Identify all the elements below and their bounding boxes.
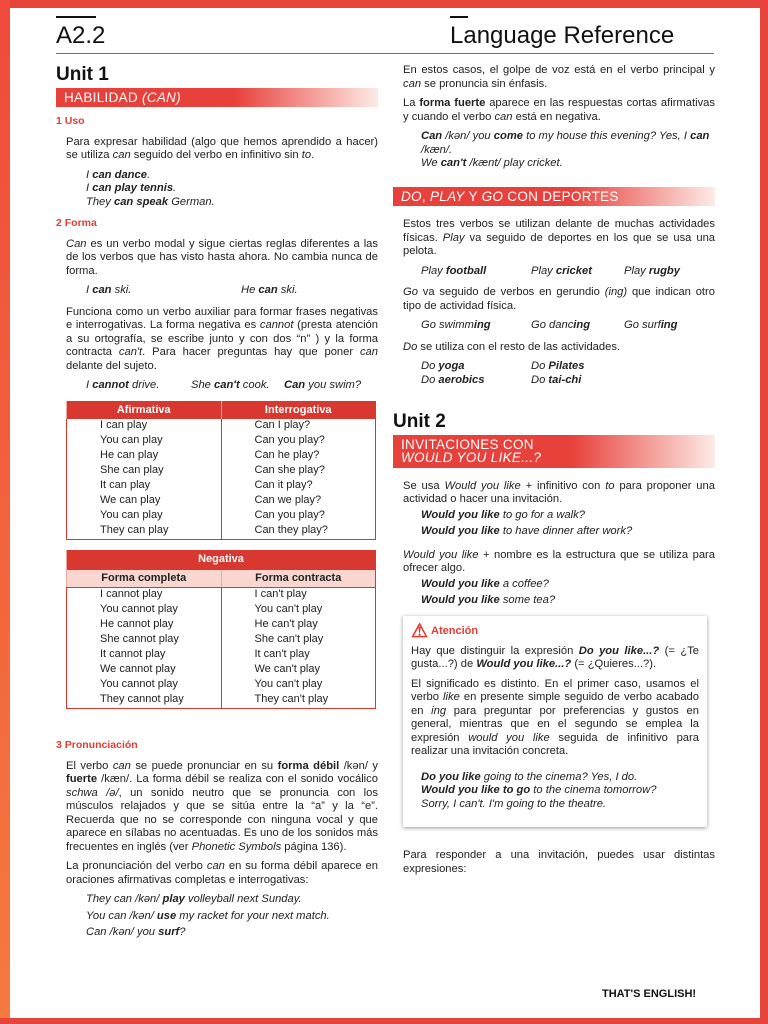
forma-examples-neg: I cannot drive. She can't cook. Can you swim? [86,379,362,391]
forma-paragraph-2: Funciona como un verbo auxiliar para formar frases negativas e interrogativas. La forma negativa es cannot (presta atención a su ortografía, se escribe junto y con dos “n” ) y la forma contracta can't. Para hacer preguntas hay que poner can delante del sujeto. [66,305,378,372]
offer-example-2: Would you like some tea? [421,594,556,606]
table-row: He can play Can he play? [67,449,376,464]
go-examples: Go swimming Go dancing Go surfing [421,319,678,331]
table-row: I can play Can I play? [67,419,376,434]
table-row: It cannot play It can't play [67,648,376,663]
top-border [0,0,768,8]
do-examples-2: Do aerobics Do tai-chi [421,373,582,386]
respond-paragraph: Para responder a una invitación, puedes usar distintas expresiones: [403,849,715,875]
invitation-example-2: Would you like to have dinner after work? [421,525,633,537]
table-header: Interrogativa [221,401,376,419]
strong-example-1: Can /kən/ you come to my house this evening? Yes, I can /kæn/. [421,130,710,156]
table-header: Afirmativa [67,401,222,419]
table-row: She cannot play She can't play [67,633,376,648]
invitation-example-1: Would you like to go for a walk? [421,508,585,521]
right-border [760,0,768,1024]
banner-line-2: WOULD YOU LIKE...? [401,450,542,465]
uso-heading: 1 Uso [56,115,85,127]
uso-paragraph: Para expresar habilidad (algo que hemos aprendido a hacer) se utiliza can seguido del verbo en infinitivo sin to. [66,135,378,161]
left-border [0,0,10,1024]
offer-example-1: Would you like a coffee? [421,577,549,590]
table-row: We can play Can we play? [67,494,376,509]
table-row: You cannot play You can't play [67,603,376,618]
attention-box [403,616,707,828]
pron-paragraph-1: El verbo can se puede pronunciar en su forma débil /kən/ y fuerte /kæn/. La forma débil se realiza con el sonido vocálico schwa /ə/, un sonido neutro que se pronuncia con los músculos relajados y que se sitúa entre la “a” y la “e”. Recuerda que no se corresponde con ninguna vocal y que aparece en sílabas no acentuadas. Es uno de los sonidos más frecuentes en inglés (ver Phonetic Symbols página 136). [66,759,378,853]
banner-can: (CAN) [142,89,182,105]
strong-form-paragraph: La forma fuerte aparece en las respuestas cortas afirmativas y cuando el verbo can está en negativa. [403,97,715,123]
table-row: You cannot play You can't play [67,678,376,693]
play-examples: Play football Play cricket Play rugby [421,264,680,277]
attention-example-3: Sorry, I can't. I'm going to the theatre. [421,797,607,810]
table-row: It can play Can it play? [67,479,376,494]
uso-example-1: I can dance. [86,168,151,181]
table-row: We cannot play We can't play [67,663,376,678]
stress-paragraph: En estos casos, el golpe de voz está en el verbo principal y can se pronuncia sin énfasis. [403,64,715,90]
pron-example-1: They can /kən/ play volleyball next Sunday. [86,893,302,905]
affirmative-interrogative-table [66,401,376,541]
table-row: He cannot play He can't play [67,618,376,633]
attention-paragraph-2: El significado es distinto. En el primer caso, usamos el verbo like en presente simple seguido de verbo acabado en ing para preguntar por preferencias y gustos en general, mientras que en el segundo se emplea la expresión would you like seguida de infinitivo para realizar una invitación concreta. [411,677,699,757]
pron-example-3: Can /kən/ you surf? [86,926,186,938]
habilidad-banner [56,88,378,108]
pron-paragraph-2: La pronunciación del verbo can en su forma débil aparece en oraciones afirmativas completas e interrogativas: [66,860,378,886]
footer-brand: THAT'S ENGLISH! [602,988,697,1000]
deportes-paragraph-2: Go va seguido de verbos en gerundio (ing) que indican otro tipo de actividad física. [403,286,715,312]
deportes-paragraph-3: Do se utiliza con el resto de las actividades. [403,340,621,353]
uso-example-3: They can speak German. [86,195,215,208]
strong-example-2: We can't /kænt/ play cricket. [421,157,563,169]
table-row: I cannot play I can't play [67,588,376,604]
table-row: They can play Can they play? [67,524,376,540]
forma-paragraph-1: Can es un verbo modal y sigue ciertas reglas diferentes a las de los verbos que has visto hasta ahora. No cambia nunca de forma. [66,237,378,277]
level-code: A2.2 [56,22,106,49]
attention-example-2: Would you like to go to the cinema tomorrow? [421,784,657,796]
forma-heading: 2 Forma [56,217,97,229]
invitaciones-banner [393,435,715,468]
banner-text: HABILIDAD [64,89,143,105]
unit2-title: Unit 2 [393,411,446,432]
pron-example-2: You can /kən/ use my racket for your next match. [86,909,330,922]
invitation-paragraph-1: Se usa Would you like + infinitivo con to para proponer una actividad o hacer una invitación. [403,479,715,505]
negative-table [66,550,376,709]
table-title: Negativa [67,551,376,570]
pronunciacion-heading: 3 Pronunciación [56,739,138,751]
uso-example-2: I can play tennis. [86,182,177,194]
banner-line-1: INVITACIONES CON [401,436,534,452]
deportes-paragraph-1: Estos tres verbos se utilizan delante de muchas actividades físicas. Play va seguido de deportes en los que se usa una pelota. [403,218,716,257]
left-column [56,64,378,940]
table-header: Forma completa [67,569,222,588]
page-title: Language Reference [450,22,675,49]
invitation-paragraph-2: Would you like + nombre es la estructura que se utiliza para ofrecer algo. [403,548,715,574]
warning-icon: ⚠ [411,620,429,642]
header-divider [56,53,714,54]
table-row: They cannot play They can't play [67,693,376,709]
bottom-border [0,1018,768,1024]
forma-examples-ski: I can ski. He can ski. [86,284,298,296]
do-examples-1: Do yoga Do Pilates [421,360,585,372]
table-header: Forma contracta [221,569,376,588]
unit1-title: Unit 1 [56,64,109,85]
attention-heading: ⚠ Atención [411,620,479,642]
deportes-banner: DO, PLAY Y GO CON DEPORTES [393,187,715,207]
attention-example-1: Do you like going to the cinema? Yes, I do. [421,770,638,783]
table-row: You can play Can you play? [67,509,376,524]
attention-paragraph-1: Hay que distinguir la expresión Do you like...? (= ¿Te gusta...?) de Would you like...? (= ¿Quieres...?). [411,644,700,670]
right-column [393,64,715,882]
table-row: You can play Can you play? [67,434,376,449]
table-row: She can play Can she play? [67,464,376,479]
